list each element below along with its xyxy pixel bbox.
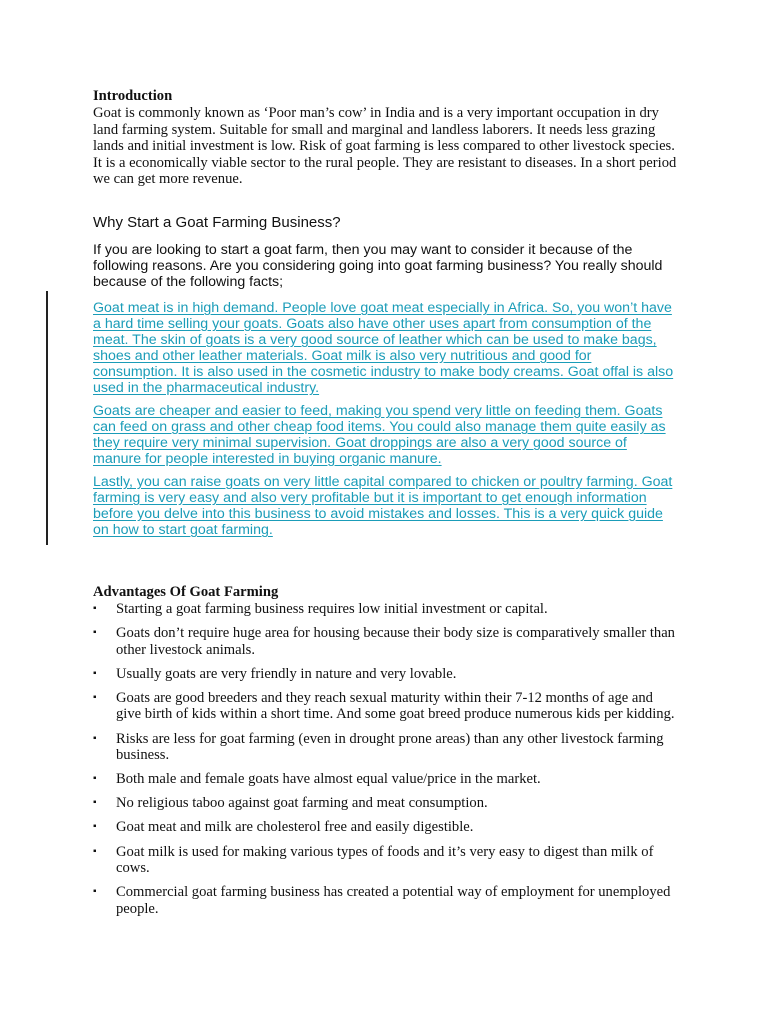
link-paragraph-meat-demand[interactable]: Goat meat is in high demand. People love goat meat especially in Africa. So, you won’t have a hard time selling your goats. Goats also have other uses apart from consumption of the meat. The skin of goats is a very good source of leather which can be used to make bags, shoes and other leather materials. Goat milk is also very nutritious and good for consumption. It is also used in the cosmetic industry to make body creams. Goat offal is also used in the pharmaceutical industry. (93, 299, 674, 396)
introduction-paragraph: Goat is commonly known as ‘Poor man’s cow’ in India and is a very important occupation in dry land farming system. Suitable for small and marginal and landless laborers. It needs less grazing lands and initial investment is low. Risk of goat farming is less compared to other livestock species. It is a economically viable sector to the rural people. They are resistant to diseases. In a short period we can get more revenue. (93, 105, 677, 188)
list-item-text: Goats don’t require huge area for housing because their body size is comparatively smaller than other livestock animals. (116, 625, 675, 658)
list-item (93, 884, 676, 917)
list-item-text: Goat meat and milk are cholesterol free and easily digestible. (116, 819, 474, 836)
advantages-heading: Advantages Of Goat Farming (93, 583, 279, 600)
change-bar (46, 291, 48, 545)
bullet-icon: ▪ (93, 845, 97, 857)
list-item (93, 625, 676, 658)
list-item-text: Starting a goat farming business requires low initial investment or capital. (116, 600, 548, 617)
bullet-icon: ▪ (93, 886, 97, 898)
list-item (93, 690, 676, 723)
bullet-icon: ▪ (93, 627, 97, 639)
list-item (93, 819, 676, 836)
list-item (93, 844, 676, 877)
why-start-heading: Why Start a Goat Farming Business? (93, 213, 341, 231)
bullet-icon: ▪ (93, 773, 97, 785)
link-paragraph-little-capital[interactable]: Lastly, you can raise goats on very little capital compared to chicken or poultry farming. Goat farming is very easy and also very profitable but it is important to get enough information before you delve into this business to avoid mistakes and losses. This is a very quick guide on how to start goat farming. (93, 473, 673, 538)
linked-text-block (93, 300, 683, 538)
list-item-text: No religious taboo against goat farming and meat consumption. (116, 795, 488, 812)
link-paragraph-cheap-feed[interactable]: Goats are cheaper and easier to feed, making you spend very little on feeding them. Goats can feed on grass and other cheap food items. You could also manage them quite easily as they require very minimal supervision. Goat droppings are also a very good source of manure for people interested in buying organic manure. (93, 402, 666, 467)
list-item-text: Goat milk is used for making various types of foods and it’s very easy to digest than milk of cows. (116, 843, 654, 877)
document-page (93, 88, 683, 925)
list-item-text: Risks are less for goat farming (even in drought prone areas) than any other livestock farming business. (116, 730, 664, 764)
list-item-text: Commercial goat farming business has created a potential way of employment for unemployed people. (116, 884, 671, 917)
list-item-text: Usually goats are very friendly in nature and very lovable. (116, 665, 457, 682)
advantages-list (93, 601, 683, 917)
bullet-icon: ▪ (93, 691, 97, 703)
bullet-icon: ▪ (93, 602, 97, 614)
bullet-icon: ▪ (93, 797, 97, 809)
bullet-icon: ▪ (93, 821, 97, 833)
list-item (93, 601, 676, 618)
list-item (93, 771, 676, 788)
bullet-icon: ▪ (93, 667, 97, 679)
list-item-text: Both male and female goats have almost equal value/price in the market. (116, 771, 541, 788)
list-item (93, 795, 676, 812)
why-start-paragraph: If you are looking to start a goat farm, then you may want to consider it because of the following reasons. Are you considering going into goat farming business? You really should because of the following facts; (93, 241, 663, 290)
list-item-text: Goats are good breeders and they reach sexual maturity within their 7-12 months of age and give birth of kids within a short time. And some goat breed produce numerous kids per kidding. (116, 689, 675, 723)
list-item (93, 666, 676, 683)
introduction-heading: Introduction (93, 88, 173, 104)
list-item (93, 731, 676, 764)
bullet-icon: ▪ (93, 732, 97, 744)
